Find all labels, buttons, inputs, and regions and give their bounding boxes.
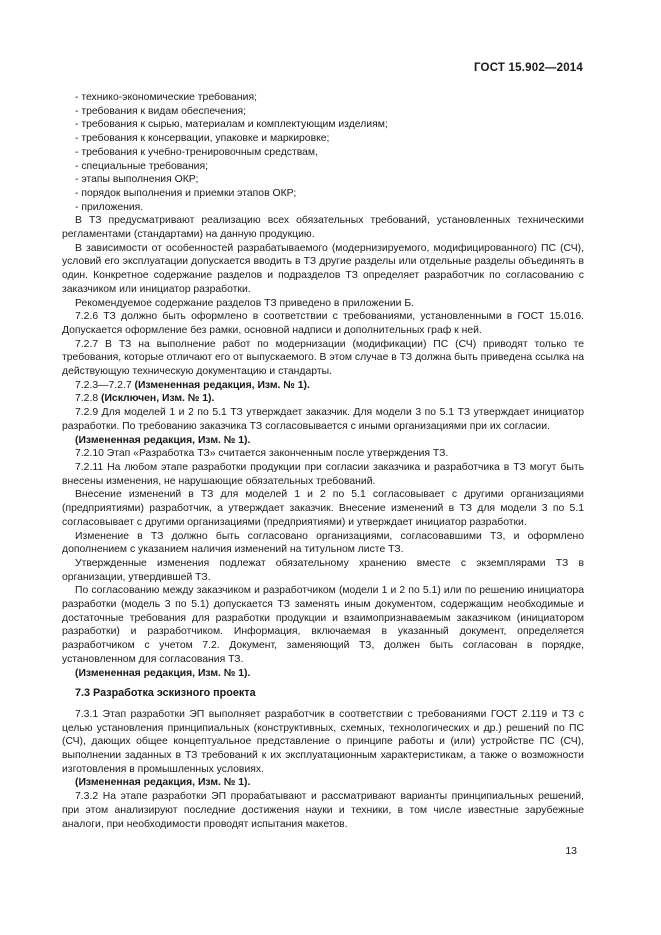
requirements-list [62, 91, 584, 214]
paragraph: 7.2.10 Этап «Разработка ТЗ» считается законченным после утверждения ТЗ. [75, 448, 449, 460]
paragraph: Внесение изменений в ТЗ для моделей 1 и 2 по 5.1 согласовывает с другими организациями (предприятиями) разработчик, а утверждает заказчик. Внесение изменений в ТЗ для модели 3 по 5.1 согласовывает с другими организациями (предприятиями) и утверждает инициатор разработки. [62, 489, 584, 528]
paragraph: Рекомендуемое содержание разделов ТЗ приведено в приложении Б. [75, 297, 415, 309]
paragraph: Утвержденные изменения подлежат обязательному хранению вместе с экземплярами ТЗ в организации, утвердившей ТЗ. [62, 557, 584, 583]
paragraph: 7.2.7 В ТЗ на выполнение работ по модернизации (модификации) ПС (СЧ) приводят только те требования, которые отличают его от выпускаемого. В этом случае в ТЗ должна быть приведена ссылка на действующую техническую документацию и стандарты. [62, 338, 584, 378]
paragraphs-7-2 [62, 214, 584, 680]
list-item: - требования к учебно-тренировочным средствам, [75, 146, 318, 158]
paragraph: 7.3.1 Этап разработки ЭП выполняет разработчик в соответствии с требованиями ГОСТ 2.119 и ТЗ с целью установления принципиальных (конструктивных, схемных, технологических и др.) решений по ПС (СЧ), дающих общее концептуальное представление о принципе работы и (или) устройстве ПС (СЧ), выполнении заданных в ТЗ требований к их эксплуатационным характеристикам, а также о возможности изготовления в промышленных условиях. [62, 708, 584, 775]
paragraph: 7.3.2 На этапе разработки ЭП прорабатывают и рассматривают варианты принципиальных решений, при этом анализируют последние достижения науки и техники, в том числе известные зарубежные аналоги, при необходимости проводят испытания макетов. [62, 791, 584, 830]
page-number: 13 [565, 845, 577, 857]
amendment-note: (Измененная редакция, Изм. № 1). [75, 667, 251, 679]
paragraph: 7.2.11 На любом этапе разработки продукции при согласии заказчика и разработчика в ТЗ могут быть внесены изменения, не нарушающие обязательных требований. [62, 461, 584, 487]
list-item: - этапы выполнения ОКР; [75, 174, 199, 186]
amendment-note: (Измененная редакция, Изм. № 1). [75, 434, 251, 446]
list-item: - порядок выполнения и приемки этапов ОКР; [75, 187, 297, 199]
document-header: ГОСТ 15.902—2014 [473, 62, 583, 74]
list-item: - специальные требования; [75, 160, 208, 172]
list-item: - требования к консервации, упаковке и маркировке; [75, 133, 330, 145]
paragraphs-7-3 [62, 708, 584, 831]
paragraph: 7.2.6 ТЗ должно быть оформлено в соответствии с требованиями, установленными в ГОСТ 15.016. Допускается оформление без рамки, основной надписи и дополнительных граф к ней. [62, 311, 584, 336]
list-item: - требования к сырью, материалам и комплектующим изделиям; [75, 119, 388, 131]
paragraph: В ТЗ предусматривают реализацию всех обязательных требований, установленных техническими регламентами (стандартами) на данную продукцию. [62, 215, 584, 241]
paragraph: В зависимости от особенностей разрабатываемого (модернизируемого, модифицированного) ПС (СЧ), условий его эксплуатации допускается вводить в ТЗ другие разделы или отдельные разделы объединять в один. Конкретное содержание разделов и подразделов ТЗ определяет разработчик по согласованию с заказчиком или инициатор разработки. [62, 242, 584, 295]
paragraph: 7.2.9 Для моделей 1 и 2 по 5.1 ТЗ утверждает заказчик. Для модели 3 по 5.1 ТЗ утверждает инициатор разработки. По требованию заказчика ТЗ согласовывается с иными организациями при их согласии. [62, 407, 584, 432]
paragraph: По согласованию между заказчиком и разработчиком (модели 1 и 2 по 5.1) или по решению инициатора разработки (модель 3 по 5.1) допускается ТЗ заменять иным документом, содержащим необходимые и достаточные требования для разработки продукции и взаимопризнаваемым заказчиком (инициатором разработки) и разработчиком. Информация, включаемая в указанный документ, определяется разработчиком с учетом 7.2. Документ, заменяющий ТЗ, должен быть согласован в порядке, установленном для согласования ТЗ. [62, 585, 584, 665]
amendment-note: (Измененная редакция, Изм. № 1). [75, 777, 251, 789]
list-item: - технико-экономические требования; [75, 92, 257, 103]
paragraph: Изменение в ТЗ должно быть согласовано организациями, согласовавшими ТЗ, и оформлено дополнением с указанием наличия изменений на титульном листе ТЗ. [62, 530, 584, 556]
list-item: - приложения. [75, 201, 144, 213]
document-body [62, 91, 584, 831]
paragraph: 7.2.8 (Исключен, Изм. № 1). [75, 393, 215, 405]
paragraph: 7.2.3—7.2.7 (Измененная редакция, Изм. № 1). [75, 379, 310, 391]
list-item: - требования к видам обеспечения; [75, 105, 247, 117]
section-title: 7.3 Разработка эскизного проекта [75, 687, 256, 700]
